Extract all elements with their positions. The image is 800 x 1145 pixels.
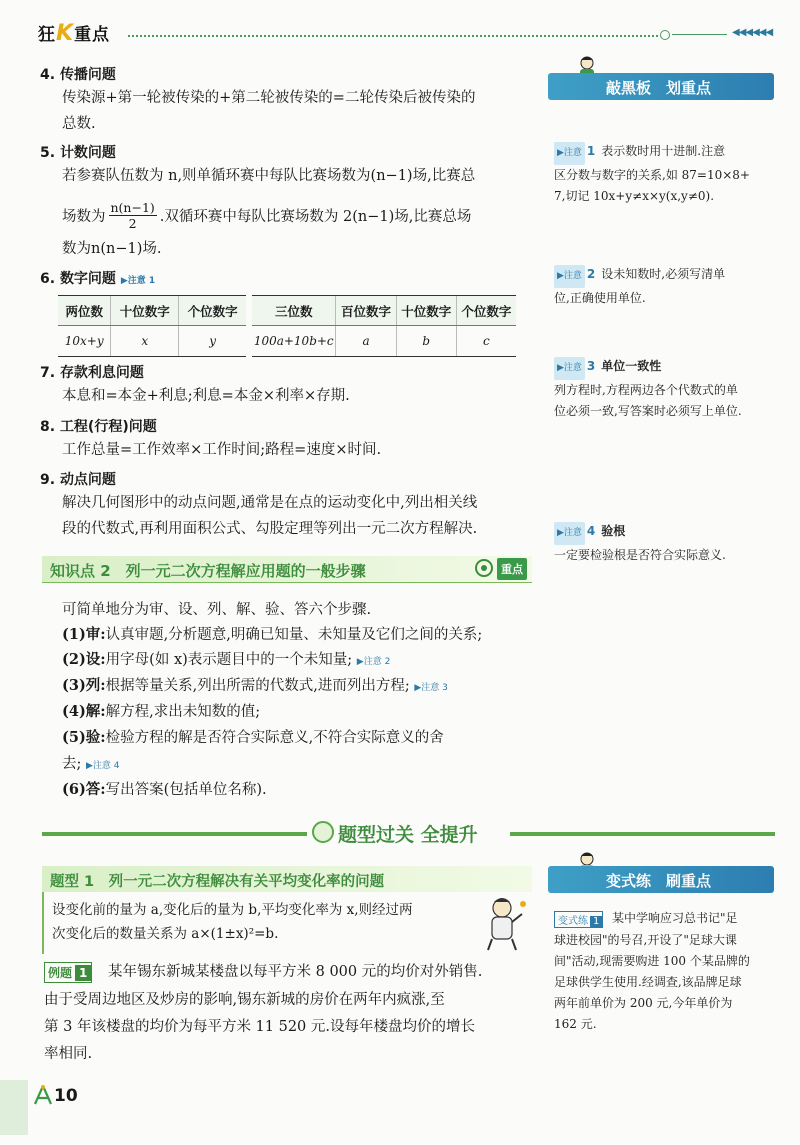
note-1: ▶注意 1 表示数时用十进制.注意 区分数与数字的关系,如 87=10×8+ 7,切记 10x+y≠x×y(x,y≠0).	[554, 144, 750, 203]
header-circle-ornament	[660, 30, 670, 40]
gear-icon	[312, 821, 334, 843]
exercise-text: 球进校园"的号召,开设了"足球大课 间"活动,现需要购进 100 个某品牌的 足球供学生使用.经调查,该品牌足球 两年前单价为 200 元,今年单价为 162 元.	[554, 933, 750, 1031]
section-4-text: 传染源+第一轮被传染的+第二轮被传染的=二轮传染后被传染的 总数.	[62, 90, 476, 132]
step-3: (3)列:根据等量关系,列出所需的代数式,进而列出方程; ▶注意 3	[62, 677, 448, 694]
example-line1: 某年锡东新城某楼盘以每平方米 8 000 元的均价对外销售.	[108, 964, 483, 980]
table-header: 十位数字	[396, 296, 456, 326]
note-3: ▶注意 3 单位一致性 列方程时,方程两边各个代数式的单 位必须一致,写答案时必须写上单位.	[554, 359, 742, 418]
section-6-heading: 6. 数字问题 ▶注意 1	[40, 271, 156, 287]
exercise-line1: 某中学响应习总书记"足	[612, 911, 738, 925]
three-digit-table	[252, 295, 516, 357]
sidebar-banner-2-title: 变式练 刷重点	[606, 872, 712, 890]
header-arrows-ornament: ◀◀◀◀◀◀	[732, 27, 773, 38]
table-cell: y	[179, 326, 246, 357]
section-4-heading: 4. 传播问题	[40, 67, 116, 83]
table-cell: 100a+10b+c	[252, 326, 336, 357]
example-label: 例题 1	[44, 962, 92, 983]
table-cell: a	[336, 326, 396, 357]
section-5-heading: 5. 计数问题	[40, 145, 116, 161]
example-line4: 率相同.	[44, 1046, 93, 1062]
note-4: ▶注意 4 验根 一定要检验根是否符合实际意义.	[554, 524, 726, 562]
page-corner-tab	[0, 1080, 28, 1135]
table-header: 个位数字	[456, 296, 516, 326]
example-line2: 由于受周边地区及炒房的影响,锡东新城的房价在两年内疯涨,至	[44, 992, 445, 1008]
note-badge: ▶注意	[554, 357, 585, 380]
note-ref-4[interactable]: ▶注意 4	[86, 761, 120, 771]
fraction: n(n−1) 2	[110, 199, 155, 231]
table-cell: c	[456, 326, 516, 357]
note-ref-1[interactable]: ▶注意 1	[120, 276, 156, 286]
section-5-line2: 场数为 n(n−1) 2 .双循环赛中每队比赛场数为 2(n−1)场,比赛总场	[62, 199, 472, 231]
section-9-heading: 9. 动点问题	[40, 472, 116, 488]
table-header: 个位数字	[179, 296, 246, 326]
note-badge: ▶注意	[554, 522, 585, 545]
section-9-text: 解决几何图形中的动点问题,通常是在点的运动变化中,列出相关线 段的代数式,再利用面积公式、勾股定理等列出一元二次方程解决.	[62, 495, 478, 537]
type-1-title: 题型 1 列一元二次方程解决有关平均变化率的问题	[50, 874, 385, 890]
table-cell: b	[396, 326, 456, 357]
table-cell: 10x+y	[58, 326, 111, 357]
note-2: ▶注意 2 设未知数时,必须写清单 位,正确使用单位.	[554, 267, 726, 305]
type-1-text: 设变化前的量为 a,变化后的量为 b,平均变化率为 x,则经过两 次变化后的数量关系为 a×(1±x)²=b.	[52, 902, 413, 942]
step-5-cont: 去; ▶注意 4	[62, 756, 120, 772]
thinking-figure-icon	[480, 894, 530, 952]
section-7-heading: 7. 存款利息问题	[40, 365, 144, 381]
section-7-text: 本息和=本金+利息;利息=本金×利率×存期.	[62, 388, 350, 404]
page-number: 10	[54, 1086, 78, 1106]
header-rule	[672, 34, 727, 35]
step-5: (5)验:检验方程的解是否符合实际意义,不符合实际意义的舍	[62, 729, 444, 746]
table-header: 两位数	[58, 296, 111, 326]
section-divider-left	[42, 832, 307, 836]
two-digit-table	[58, 295, 246, 357]
sidebar-banner-1-title: 敲黑板 划重点	[606, 79, 712, 97]
step-6: (6)答:写出答案(包括单位名称).	[62, 781, 267, 798]
target-icon	[475, 559, 493, 577]
section-5-line3: 数为n(n−1)场.	[62, 241, 162, 257]
steps-intro: 可简单地分为审、设、列、解、验、答六个步骤.	[62, 602, 372, 618]
header-dotted-rule	[128, 35, 658, 37]
table-header: 十位数字	[111, 296, 179, 326]
section-divider-right	[510, 832, 775, 836]
step-4: (4)解:解方程,求出未知数的值;	[62, 703, 261, 720]
section-5-line1: 若参赛队伍数为 n,则单循环赛中每队比赛场数为(n−1)场,比赛总	[62, 168, 476, 184]
key-point-badge: 重点	[497, 558, 527, 580]
note-badge: ▶注意	[554, 142, 585, 165]
note-ref-3[interactable]: ▶注意 3	[414, 683, 448, 693]
exercise-label: 变式练 1	[554, 911, 603, 928]
table-cell: x	[111, 326, 179, 357]
step-1: (1)审:认真审题,分析题意,明确已知量、未知量及它们之间的关系;	[62, 626, 483, 643]
table-header: 百位数字	[336, 296, 396, 326]
note-badge: ▶注意	[554, 265, 585, 288]
note-ref-2[interactable]: ▶注意 2	[356, 657, 391, 667]
example-line3: 第 3 年该楼盘的均价为每平方米 11 520 元.设每年楼盘均价的增长	[44, 1019, 476, 1035]
section-8-text: 工作总量=工作效率×工作时间;路程=速度×时间.	[62, 442, 382, 458]
table-header: 三位数	[252, 296, 336, 326]
compass-logo-icon	[32, 1084, 54, 1106]
section-8-heading: 8. 工程(行程)问题	[40, 419, 157, 435]
knowledge-point-title: 知识点 2 列一元二次方程解应用题的一般步骤	[50, 562, 366, 580]
section-title: 题型过关 全提升	[338, 824, 478, 846]
brand-logo: 狂K重点	[38, 21, 111, 46]
step-2: (2)设:用字母(如 x)表示题目中的一个未知量; ▶注意 2	[62, 651, 391, 668]
